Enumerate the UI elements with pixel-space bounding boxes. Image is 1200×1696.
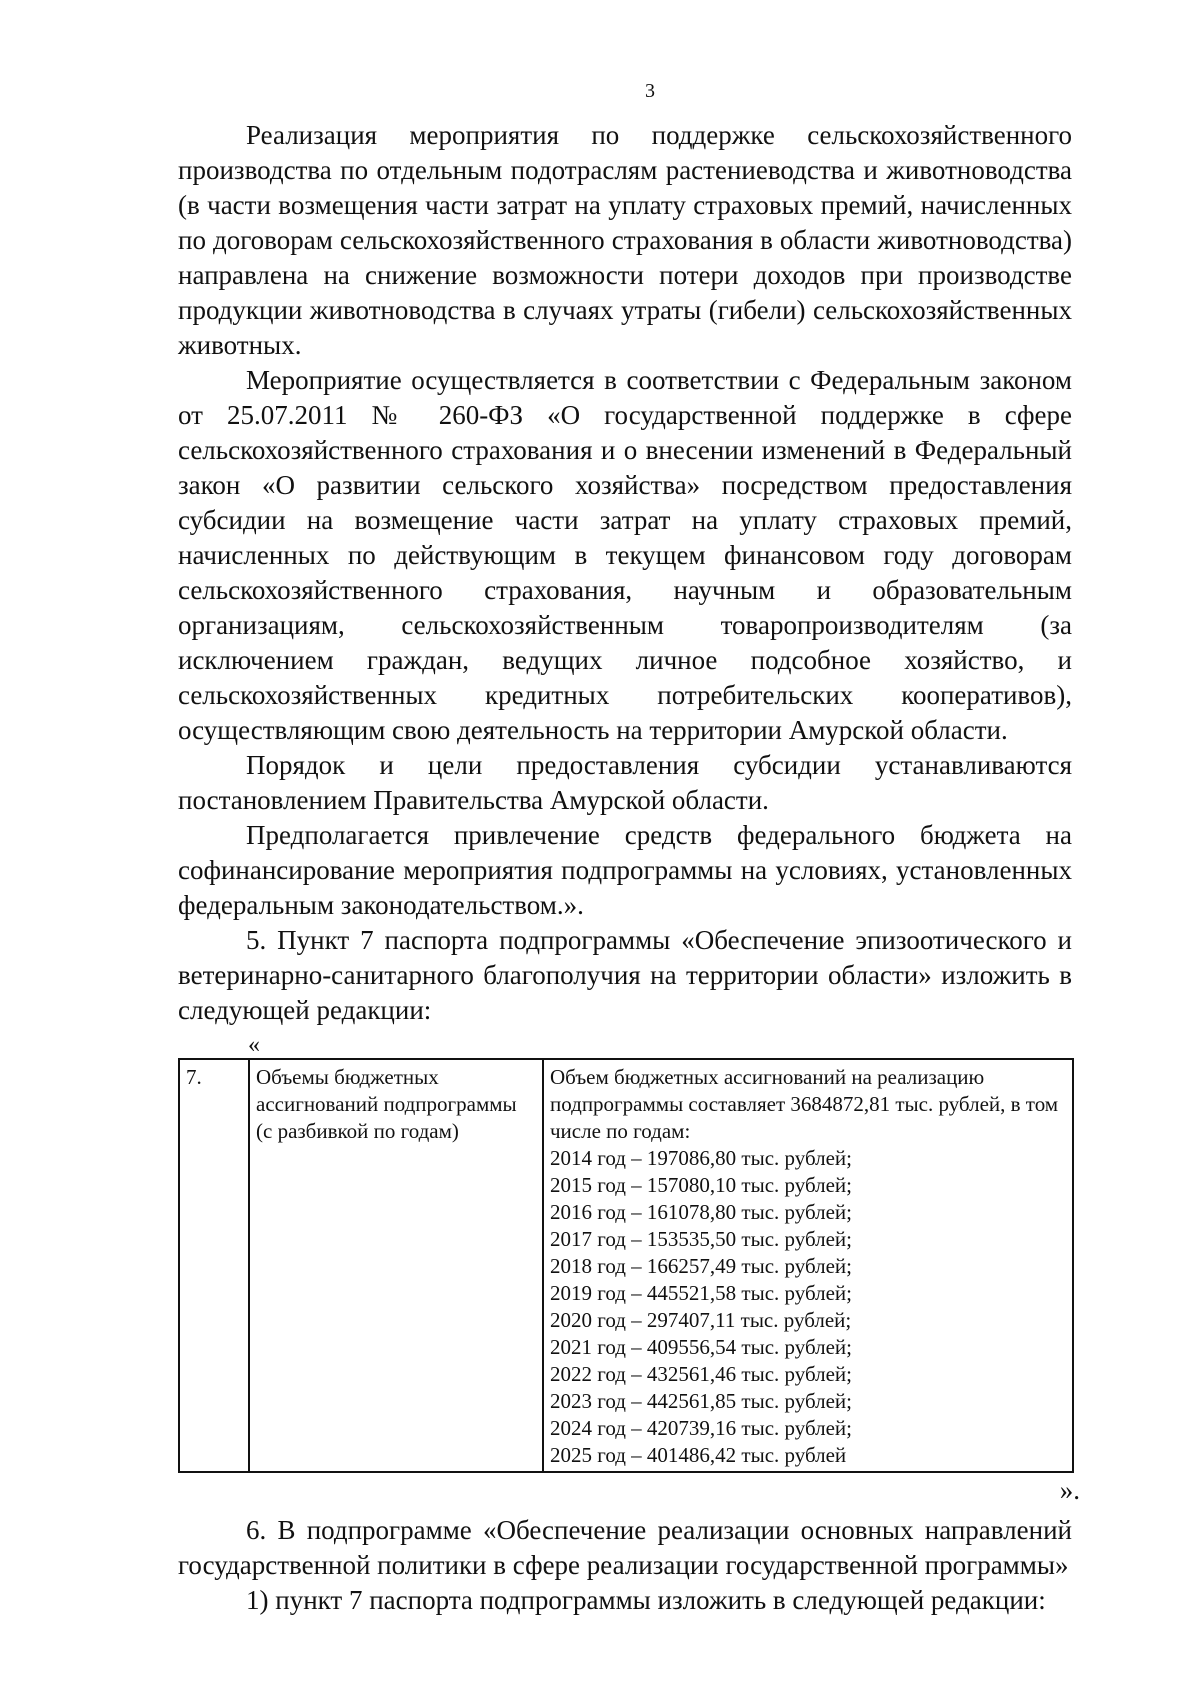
table-cell-name: Объемы бюджетных ассигнований подпрограммы (с разбивкой по годам) <box>249 1059 543 1472</box>
quote-close-mark: ». <box>1059 1475 1080 1505</box>
page-number: 3 <box>645 80 655 102</box>
budget-intro: Объем бюджетных ассигнований на реализацию подпрограммы составляет 3684872,81 тыс. рублей, в том числе по годам: <box>550 1065 1059 1143</box>
quote-open-mark: « <box>248 1032 260 1058</box>
budget-year-line: 2025 год – 401486,42 тыс. рублей <box>550 1443 847 1467</box>
paragraph-insurance-measure: Реализация мероприятия по поддержке сельскохозяйственного производства по отдельным подотраслям растениеводства и животноводства (в части возмещения части затрат на уплату страховых премий, начисленных по договорам сельскохозяйственного страхования в области животноводства) направлена на снижение возможности потери доходов при производстве продукции животноводства в случаях утраты (гибели) сельскохозяйственных животных. <box>178 120 1072 360</box>
paragraph-procedure: Порядок и цели предоставления субсидии устанавливаются постановлением Правительства Амурской области. <box>178 750 1072 815</box>
budget-year-line: 2021 год – 409556,54 тыс. рублей; <box>550 1335 853 1359</box>
paragraph-item-6-1: 1) пункт 7 паспорта подпрограммы изложить в следующей редакции: <box>246 1585 1046 1615</box>
budget-year-line: 2019 год – 445521,58 тыс. рублей; <box>550 1281 853 1305</box>
budget-year-line: 2015 год – 157080,10 тыс. рублей; <box>550 1173 853 1197</box>
table-cell-budget <box>543 1059 1073 1472</box>
document-body <box>178 118 1080 1618</box>
paragraph-federal-budget: Предполагается привлечение средств федерального бюджета на софинансирование мероприятия подпрограммы на условиях, установленных федеральным законодательством.». <box>178 820 1072 920</box>
budget-year-line: 2023 год – 442561,85 тыс. рублей; <box>550 1389 853 1413</box>
paragraph-item-6: 6. В подпрограмме «Обеспечение реализации основных направлений государственной политики в сфере реализации государственной программы» <box>178 1515 1072 1580</box>
budget-year-line: 2024 год – 420739,16 тыс. рублей; <box>550 1416 853 1440</box>
table-cell-number: 7. <box>179 1059 249 1472</box>
budget-year-line: 2017 год – 153535,50 тыс. рублей; <box>550 1227 853 1251</box>
budget-year-line: 2018 год – 166257,49 тыс. рублей; <box>550 1254 853 1278</box>
budget-year-line: 2022 год – 432561,46 тыс. рублей; <box>550 1362 853 1386</box>
paragraph-item-5: 5. Пункт 7 паспорта подпрограммы «Обеспечение эпизоотического и ветеринарно-санитарного благополучия на территории области» изложить в следующей редакции: <box>178 925 1072 1025</box>
paragraph-federal-law: Мероприятие осуществляется в соответствии с Федеральным законом от 25.07.2011 № 260-ФЗ «О государственной поддержке в сфере сельскохозяйственного страхования и о внесении изменений в Федеральный закон «О развитии сельского хозяйства» посредством предоставления субсидии на возмещение части затрат на уплату страховых премий, начисленных по действующим в текущем финансовом году договорам сельскохозяйственного страхования, научным и образовательным организациям, сельскохозяйственным товаропроизводителям (за исключением граждан, ведущих личное подсобное хозяйство, и сельскохозяйственных кредитных потребительских кооперативов), осуществляющим свою деятельность на территории Амурской области. <box>178 365 1072 745</box>
budget-year-line: 2016 год – 161078,80 тыс. рублей; <box>550 1200 853 1224</box>
budget-year-line: 2014 год – 197086,80 тыс. рублей; <box>550 1146 853 1170</box>
passport-table <box>178 1058 1074 1473</box>
table-row <box>179 1059 1073 1472</box>
budget-year-line: 2020 год – 297407,11 тыс. рублей; <box>550 1308 852 1332</box>
